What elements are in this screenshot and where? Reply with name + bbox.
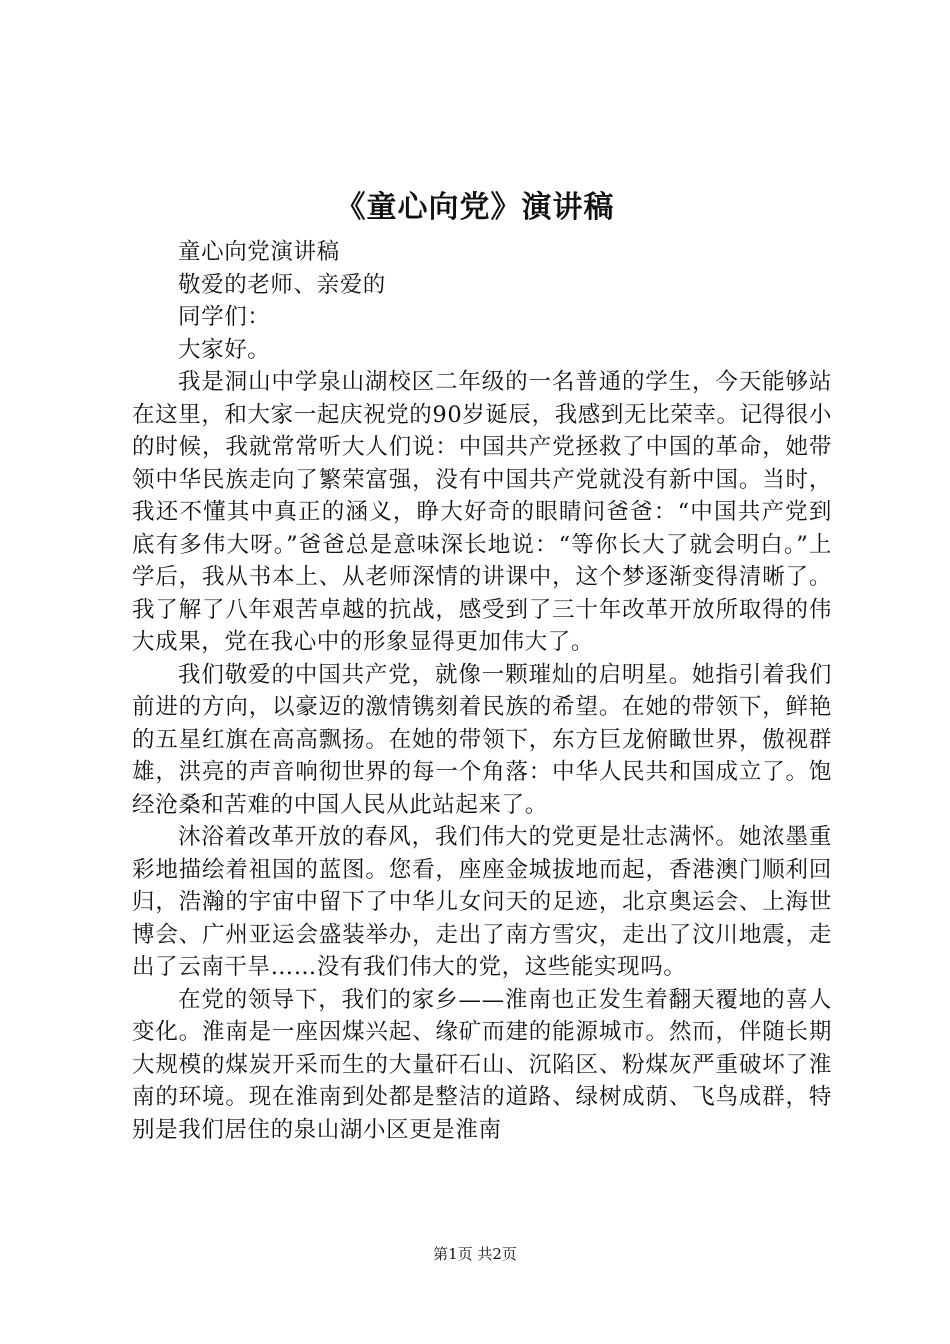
page-footer: 第1页 共2页	[433, 1245, 517, 1263]
paragraph: 沐浴着改革开放的春风，我们伟大的党更是壮志满怀。她浓墨重彩地描绘着祖国的蓝图。您看，座座金城拔地而起，香港澳门顺利回归，浩瀚的宇宙中留下了中华儿女问天的足迹，北京奥运会、上海世博会、广州亚运会盛装举办，走出了南方雪灾，走出了汶川地震，走出了云南干旱……没有我们伟大的党，这些能实现吗。	[132, 824, 832, 980]
paragraph-greeting: 大家好。	[178, 336, 271, 363]
document-body	[132, 236, 832, 1146]
paragraph-salutation-2: 同学们：	[178, 304, 271, 330]
paragraph: 我们敬爱的中国共产党，就像一颗璀灿的启明星。她指引着我们前进的方向，以豪迈的激情镌刻着民族的希望。在她的带领下，鲜艳的五星红旗在高高飘扬。在她的带领下，东方巨龙俯瞰世界，傲视群雄，洪亮的声音响彻世界的每一个角落：中华人民共和国成立了。饱经沧桑和苦难的中国人民从此站起来了。	[132, 661, 832, 818]
paragraph-salutation-1: 敬爱的老师、亲爱的	[178, 271, 386, 298]
paragraph: 我是洞山中学泉山湖校区二年级的一名普通的学生，今天能够站在这里，和大家一起庆祝党的90岁诞辰，我感到无比荣幸。记得很小的时候，我就常常听大人们说：中国共产党拯救了中国的革命，她带领中华民族走向了繁荣富强，没有中国共产党就没有新中国。当时，我还不懂其中真正的涵义，睁大好奇的眼睛问爸爸：“中国共产党到底有多伟大呀。”爸爸总是意味深长地说：“等你长大了就会明白。”上学后，我从书本上、从老师深情的讲课中，这个梦逐渐变得清晰了。我了解了八年艰苦卓越的抗战，感受到了三十年改革开放所取得的伟大成果，党在我心中的形象显得更加伟大了。	[132, 369, 832, 655]
paragraph-heading: 童心向党演讲稿	[178, 239, 340, 265]
document-title: 《童心向党》演讲稿	[335, 190, 615, 225]
paragraph: 在党的领导下，我们的家乡——淮南也正发生着翻天覆地的喜人变化。淮南是一座因煤兴起、缘矿而建的能源城市。然而，伴随长期大规模的煤炭开采而生的大量矸石山、沉陷区、粉煤灰严重破坏了淮南的环境。现在淮南到处都是整洁的道路、绿树成荫、飞鸟成群，特别是我们居住的泉山湖小区更是淮南	[132, 986, 832, 1143]
